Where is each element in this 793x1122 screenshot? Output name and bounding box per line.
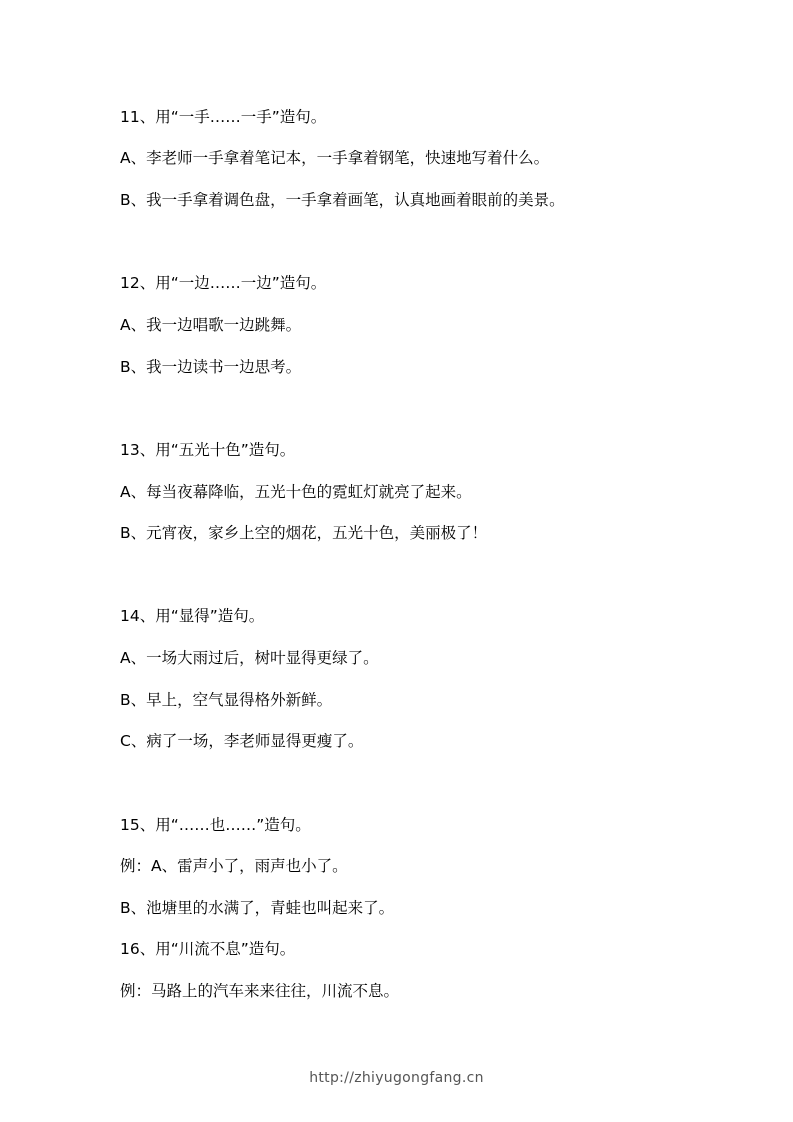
answer-14-b: B、早上，空气显得格外新鲜。: [120, 691, 333, 709]
answer-15-a: 例：A、雷声小了，雨声也小了。: [120, 857, 348, 875]
answer-16-example: 例：马路上的汽车来来往往，川流不息。: [120, 982, 400, 1000]
answer-12-a: A、我一边唱歌一边跳舞。: [120, 316, 302, 334]
answer-14-c: C、病了一场，李老师显得更瘦了。: [120, 732, 364, 750]
question-14-prompt: 14、用“显得”造句。: [120, 607, 265, 625]
question-12-prompt: 12、用“一边……一边”造句。: [120, 274, 327, 292]
footer-url: http://zhiyugongfang.cn: [309, 1070, 484, 1086]
answer-14-a: A、一场大雨过后，树叶显得更绿了。: [120, 649, 379, 667]
answer-11-b: B、我一手拿着调色盘，一手拿着画笔，认真地画着眼前的美景。: [120, 191, 565, 209]
answer-12-b: B、我一边读书一边思考。: [120, 358, 302, 376]
question-15-prompt: 15、用“……也……”造句。: [120, 816, 311, 834]
answer-15-b: B、池塘里的水满了，青蛙也叫起来了。: [120, 899, 395, 917]
answer-13-a: A、每当夜幕降临，五光十色的霓虹灯就亮了起来。: [120, 483, 472, 501]
question-11-prompt: 11、用“一手……一手”造句。: [120, 108, 327, 126]
question-16-prompt: 16、用“川流不息”造句。: [120, 940, 296, 958]
answer-11-a: A、李老师一手拿着笔记本，一手拿着钢笔，快速地写着什么。: [120, 149, 550, 167]
answer-13-b: B、元宵夜，家乡上空的烟花，五光十色，美丽极了！: [120, 524, 488, 542]
question-13-prompt: 13、用“五光十色”造句。: [120, 441, 296, 459]
